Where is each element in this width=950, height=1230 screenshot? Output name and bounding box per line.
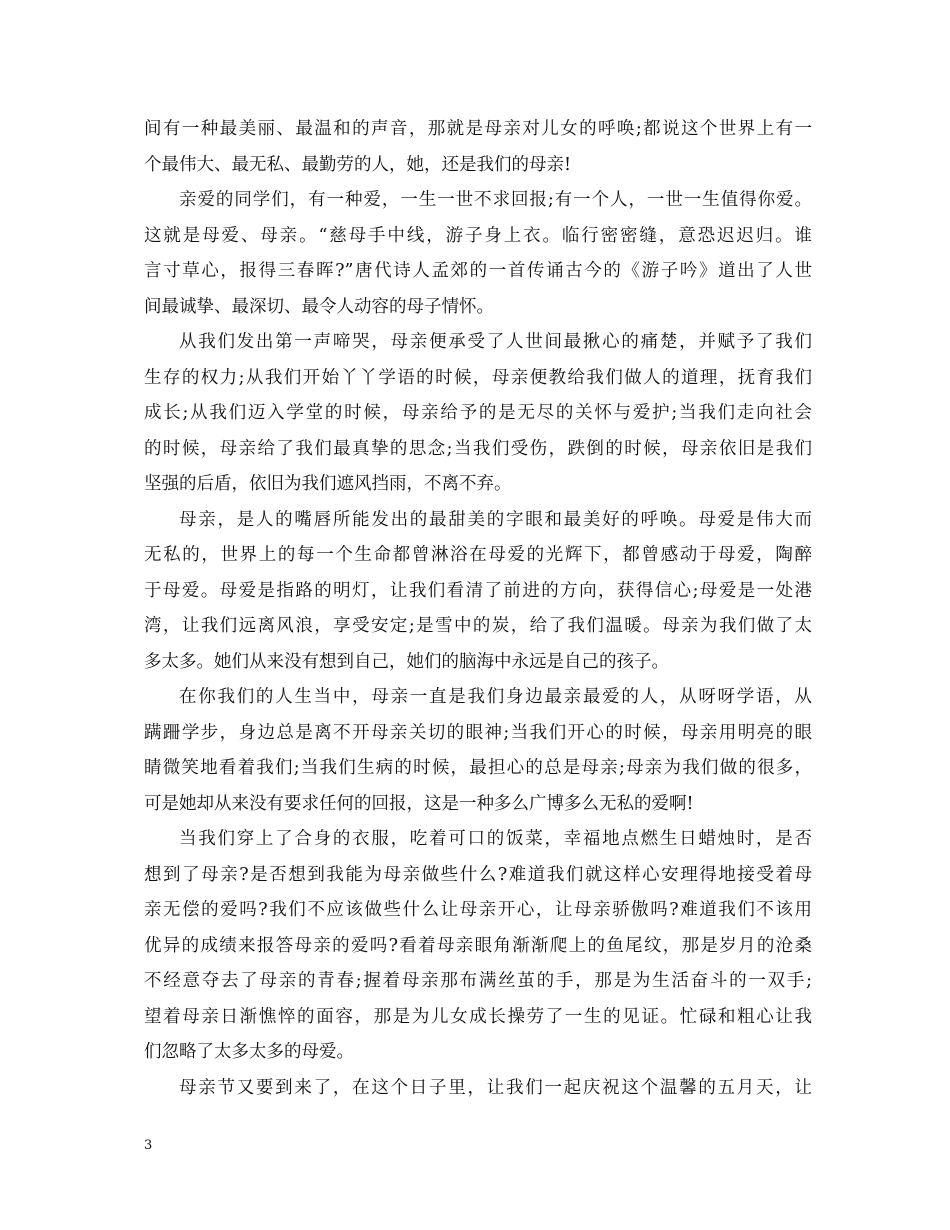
text-line: 湾，让我们远离风浪，享受安定;是雪中的炭，给了我们温暖。母亲为我们做了太 xyxy=(144,616,812,636)
text-line: 想到了母亲?是否想到我能为母亲做些什么?难道我们就这样心安理得地接受着母 xyxy=(144,864,812,885)
text-line: 在你我们的人生当中，母亲一直是我们身边最亲最爱的人，从呀呀学语，从 xyxy=(179,687,812,707)
text-line: 亲无偿的爱吗?我们不应该做些什么让母亲开心，让母亲骄傲吗?难道我们不该用 xyxy=(144,900,812,920)
text-line: 的时候，母亲给了我们最真挚的思念;当我们受伤，跌倒的时候，母亲依旧是我们 xyxy=(144,438,812,459)
text-line: 亲爱的同学们，有一种爱，一生一世不求回报;有一个人，一世一生值得你爱。 xyxy=(179,190,812,210)
text-line: 间有一种最美丽、最温和的声音，那就是母亲对儿女的呼唤;都说这个世界上有一 xyxy=(144,119,812,139)
text-line: 坚强的后盾，依旧为我们遮风挡雨，不离不弃。 xyxy=(144,474,512,494)
text-line: 于母爱。母爱是指路的明灯，让我们看清了前进的方向，获得信心;母爱是一处港 xyxy=(144,580,812,601)
text-line: 们忽略了太多太多的母爱。 xyxy=(144,1042,354,1062)
text-line: 蹒跚学步，身边总是离不开母亲关切的眼神;当我们开心的时候，母亲用明亮的眼 xyxy=(144,722,812,743)
text-line: 成长;从我们迈入学堂的时候，母亲给予的是无尽的关怀与爱护;当我们走向社会 xyxy=(144,403,812,423)
text-line: 这就是母爱、母亲。“慈母手中线，游子身上衣。临行密密缝，意恐迟迟归。谁 xyxy=(144,225,812,246)
text-line: 言寸草心，报得三春晖?”唐代诗人孟郊的一首传诵古今的《游子吟》道出了人世 xyxy=(144,261,812,281)
text-line: 个最伟大、最无私、最勤劳的人，她，还是我们的母亲! xyxy=(144,154,572,175)
page-number: 3 xyxy=(144,1138,153,1153)
text-line: 不经意夺去了母亲的青春;握着母亲那布满丝茧的手，那是为生活奋斗的一双手; xyxy=(144,971,812,991)
text-line: 睛微笑地看着我们;当我们生病的时候，最担心的总是母亲;母亲为我们做的很多， xyxy=(144,758,812,778)
text-line: 母亲节又要到来了，在这个日子里，让我们一起庆祝这个温馨的五月天，让 xyxy=(179,1077,812,1098)
text-line: 望着母亲日渐憔悴的面容，那是为儿女成长操劳了一生的见证。忙碌和粗心让我 xyxy=(144,1006,812,1027)
text-line: 间最诚挚、最深切、最令人动容的母子情怀。 xyxy=(144,296,494,317)
text-line: 当我们穿上了合身的衣服，吃着可口的饭菜，幸福地点燃生日蜡烛时，是否 xyxy=(179,829,812,849)
text-line: 优异的成绩来报答母亲的爱吗?看着母亲眼角渐渐爬上的鱼尾纹，那是岁月的沧桑 xyxy=(144,935,812,956)
text-line: 生存的权力;从我们开始丫丫学语的时候，母亲便教给我们做人的道理，抚育我们 xyxy=(144,367,812,388)
text-line: 从我们发出第一声啼哭，母亲便承受了人世间最揪心的痛楚，并赋予了我们 xyxy=(179,332,812,352)
body-text xyxy=(144,112,812,1106)
text-line: 无私的，世界上的每一个生命都曾淋浴在母爱的光辉下，都曾感动于母爱，陶醉 xyxy=(144,545,812,565)
text-line: 多太多。她们从来没有想到自己，她们的脑海中永远是自己的孩子。 xyxy=(144,651,669,672)
text-line: 母亲，是人的嘴唇所能发出的最甜美的字眼和最美好的呼唤。母爱是伟大而 xyxy=(179,509,812,530)
text-line: 可是她却从来没有要求任何的回报，这是一种多么广博多么无私的爱啊! xyxy=(144,793,694,814)
